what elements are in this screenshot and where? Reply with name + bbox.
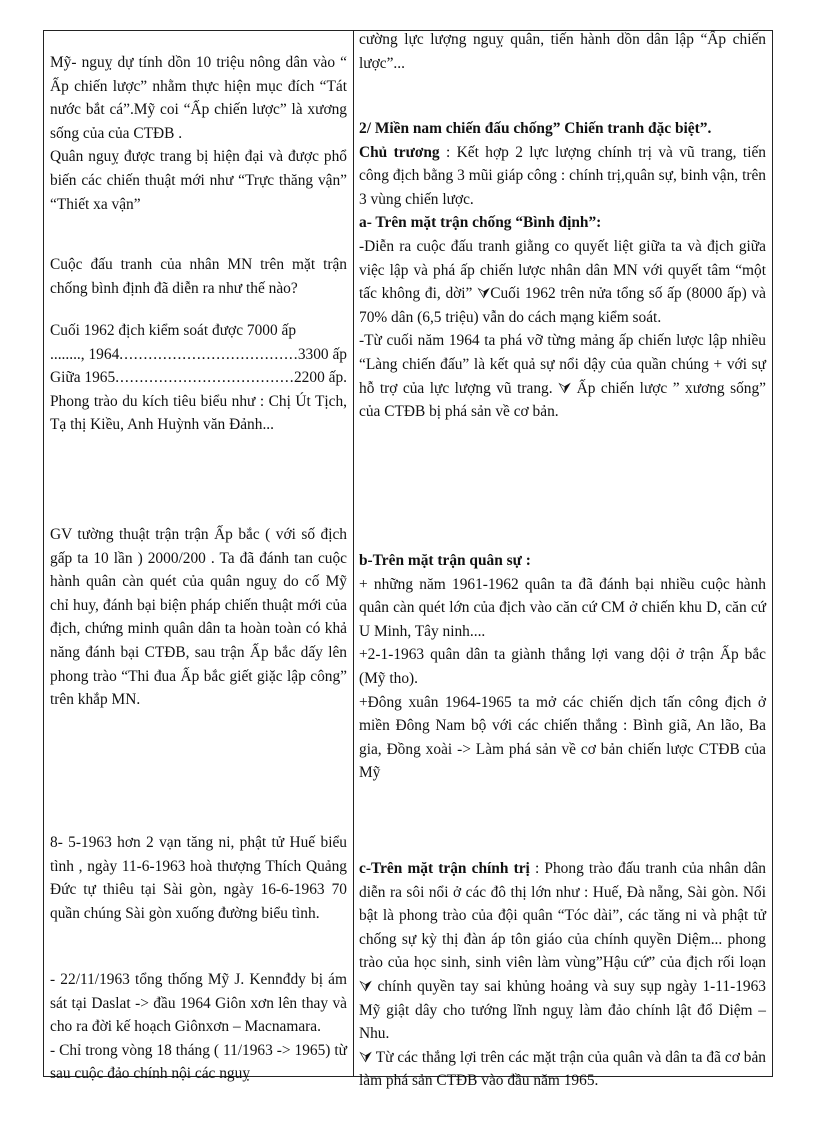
left-question: Cuộc đấu tranh của nhân MN trên mặt trận chống bình định đã diễn ra như thế nào? — [50, 256, 347, 297]
guerrilla-movement: Phong trào du kích tiêu biểu như : Chị Út Tịch, Tạ thị Kiều, Anh Huỳnh văn Đảnh... — [50, 392, 347, 434]
left-paragraph: Mỹ- nguỵ dự tính dồn 10 triệu nông dân vào “ Ấp chiến lược” nhằm thực hiện mục đích “Tát nước bắt cá”.Mỹ coi “Ấp chiến lược” là xương sống của của CTĐB . — [50, 54, 347, 142]
left-paragraph: 8- 5-1963 hơn 2 vạn tăng ni, phật tử Huế biểu tình , ngày 11-6-1963 hoà thượng Thích Quảng Đức tự thiêu tại Sài gòn, ngày 16-6-1963 70 quần chúng Sài gòn xuống đường biểu tình. — [50, 834, 347, 922]
section-heading: 2/ Miền nam chiến đấu chống” Chiến tranh đặc biệt”. — [359, 120, 712, 137]
right-paragraph: -Từ cuối năm 1964 ta phá vỡ từng mảng ấp chiến lược lập nhiều “Làng chiến đấu” là kết quả sự nổi dậy của quần chúng + với sự hỗ trợ của lực lượng vũ trang. ⮛ Ấp chiến lược ” xương sống” của CTĐB bị phá sản về cơ bản. — [359, 332, 766, 421]
right-column — [354, 31, 772, 1090]
stat-line-1962: Cuối 1962 địch kiểm soát được 7000 ấp — [50, 322, 297, 339]
stat-line-1964: ........, 1964 ..... 3300 ấp — [50, 343, 347, 367]
content-table — [43, 30, 773, 1090]
right-paragraph: +Đông xuân 1964-1965 ta mở các chiến dịch tấn công địch ở miền Đông Nam bộ với các chiến thắng : Bình giã, An lão, Ba gia, Đồng xoài -> Làm phá sản về cơ bản chiến lược CTĐB của Mỹ — [359, 693, 766, 782]
right-block-politics — [359, 857, 766, 1093]
subheading-c: c-Trên mặt trận chính trị — [359, 860, 530, 877]
left-column — [44, 31, 353, 1083]
politics-text: : Phong trào đấu tranh của nhân dân diễn ra sôi nổi ở các đô thị lớn như : Huế, Đà nẵng, Sài gòn. Nổi bật là phong trào của đội quân “Tóc dài”, các tăng ni và phật tử chống sự kỳ thị đàn áp tôn giáo của chính quyền Diệm... phong trào của học sinh, sinh viên làm vùng”Hậu cứ” của địch rối loạn ⮛ chính quyền tay sai khủng hoảng và suy sụp ngày 1-11-1963 Mỹ giật dây cho tướng lĩnh nguỵ làm đảo chính lật đổ Diệm – Nhu. — [359, 860, 767, 1043]
left-paragraph: Quân nguỵ được trang bị hiện đại và được phổ biến các chiến thuật mới như “Trực thăng vận” “Thiết xa vận” — [50, 148, 347, 213]
right-block-military — [359, 549, 766, 785]
right-paragraph: -Diễn ra cuộc đấu tranh giằng co quyết liệt giữa ta và địch giữa việc lập và phá ấp chiến lược nhân dân MN với quyết tâm “một tấc không đi, dời” ⮛Cuối 1962 trên nửa tổng số ấp (8000 ấp) và 70% dân (6,5 triệu) vẫn do cách mạng kiểm soát. — [359, 237, 766, 326]
left-paragraph: - Chỉ trong vòng 18 tháng ( 11/1963 -> 1965) từ sau cuộc đảo chính nội các nguỵ — [50, 1041, 347, 1083]
politics-paragraph — [359, 857, 766, 1046]
guideline-text: : Kết hợp 2 lực lượng chính trị và vũ trang, tiến công địch bằng 3 mũi giáp công : chính trị,quân sự, binh vận, trên 3 vùng chiến lược. — [359, 143, 766, 208]
stat-line-1965: Giữa 1965 ..... 2200 ấp. — [50, 366, 347, 390]
right-paragraph: cường lực lượng nguỵ quân, tiến hành dồn dân lập “Ấp chiến lược”... — [359, 31, 766, 72]
right-paragraph: +2-1-1963 quân dân ta giành thắng lợi vang dội ở trận Ấp bắc (Mỹ tho). — [359, 646, 766, 687]
left-block-question — [50, 253, 347, 300]
left-block-statistics — [50, 319, 347, 437]
left-block-political — [50, 831, 347, 925]
guideline-label: Chủ trương — [359, 143, 440, 161]
left-paragraph: - 22/11/1963 tổng thống Mỹ J. Kennđdy bị ám sát tại Daslat -> đầu 1964 Giôn xơn lên thay và cho ra đời kế hoạch Giônxơn – Macnamara. — [50, 971, 347, 1036]
right-block-section-2 — [359, 117, 766, 424]
left-block-kennedy — [50, 968, 347, 1086]
guideline-paragraph — [359, 141, 766, 212]
left-block-ap-bac — [50, 523, 347, 712]
left-block-strategic-hamlets — [50, 51, 347, 216]
right-block-intro — [359, 28, 766, 75]
right-paragraph: ⮛ Từ các thắng lợi trên các mặt trận của quân và dân ta đã cơ bản làm phá sản CTĐB vào đầu năm 1965. — [359, 1048, 766, 1090]
subheading-a: a- Trên mặt trận chống “Bình định”: — [359, 214, 602, 232]
right-paragraph: + những năm 1961-1962 quân ta đã đánh bại nhiều cuộc hành quân càn quét lớn của địch vào căn cứ CM ở chiến khu D, căn cứ U Minh, Tây ninh.... — [359, 575, 766, 640]
left-paragraph: GV tường thuật trận trận Ấp bắc ( với số địch gấp ta 10 lần ) 2000/200 . Ta đã đánh tan cuộc hành quân càn quét của quân nguỵ do cố Mỹ chỉ huy, đánh bại biện pháp chiến thuật mới của địch, chứng minh quân dân ta hoàn toàn có khả năng đánh bại CTĐB, sau trận Ấp bắc dấy lên phong trào “Thi đua Ấp bắc giết giặc lập công” trên khắp MN. — [50, 526, 347, 709]
subheading-b: b-Trên mặt trận quân sự : — [359, 552, 531, 569]
